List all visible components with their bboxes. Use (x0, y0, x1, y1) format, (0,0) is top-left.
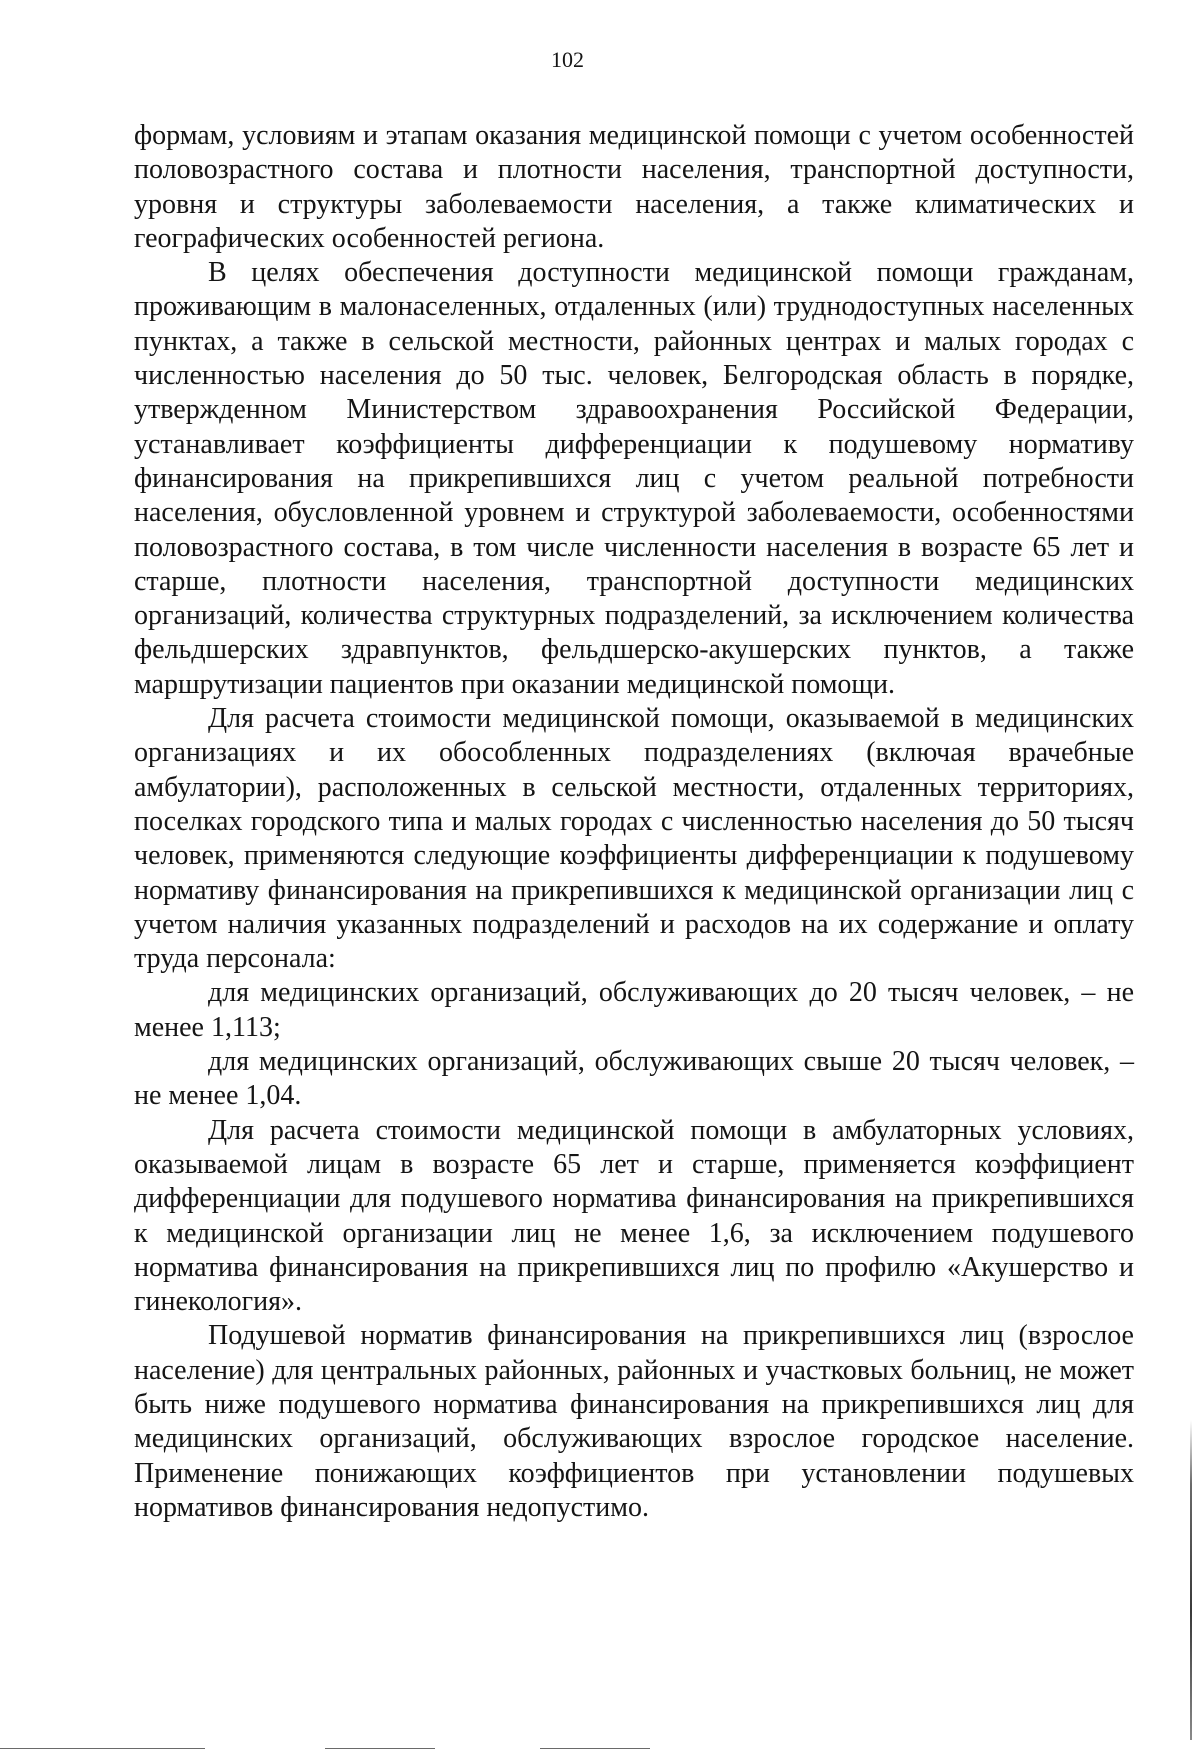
document-body (134, 119, 1134, 1525)
paragraph-age-65-coefficient: Для расчета стоимости медицинской помощи в амбулаторных условиях, оказываемой лицам в возрасте 65 лет и старше, применяется коэффициент дифференциации для подушевого норматива финансирования на прикрепившихся к медицинской организации лиц не менее 1,6, за исключением подушевого норматива финансирования на прикрепившихся лиц по профилю «Акушерство и гинекология». (134, 1114, 1134, 1318)
paragraph-up-to-20k: для медицинских организаций, обслуживающих до 20 тысяч человек, – не менее 1,113; (134, 977, 1134, 1043)
scan-bottom-line (325, 1748, 435, 1749)
paragraph-over-20k: для медицинских организаций, обслуживающих свыше 20 тысяч человек, – не менее 1,04. (134, 1046, 1134, 1112)
page-number: 102 (551, 47, 584, 72)
paragraph-continuation: формам, условиям и этапам оказания медицинской помощи с учетом особенностей половозрастного состава и плотности населения, транспортной доступности, уровня и структуры заболеваемости населения, а также климатических и географических особенностей региона. (134, 120, 1134, 254)
scan-edge-shadow (1190, 1420, 1192, 1740)
paragraph-accessibility-coefficients: В целях обеспечения доступности медицинской помощи гражданам, проживающим в малонаселенных, отдаленных (или) труднодоступных населенных пунктах, а также в сельской местности, районных центрах и малых городах с численностью населения до 50 тыс. человек, Белгородская область в порядке, утвержденном Министерством здравоохранения Российской Федерации, устанавливает коэффициенты дифференциации к подушевому нормативу финансирования на прикрепившихся лиц с учетом реальной потребности населения, обусловленной уровнем и структурой заболеваемости, особенностями половозрастного состава, в том числе численности населения в возрасте 65 лет и старше, плотности населения, транспортной доступности медицинских организаций, количества структурных подразделений, за исключением количества фельдшерских здравпунктов, фельдшерско-акушерских пунктов, а также маршрутизации пациентов при оказании медицинской помощи. (134, 257, 1134, 700)
paragraph-per-capita-norm: Подушевой норматив финансирования на прикрепившихся лиц (взрослое население) для центральных районных, районных и участковых больниц, не может быть ниже подушевого норматива финансирования на прикрепившихся лиц для медицинских организаций, обслуживающих взрослое городское население. Применение понижающих коэффициентов при установлении подушевых нормативов финансирования недопустимо. (134, 1320, 1134, 1523)
scan-bottom-line (0, 1748, 205, 1749)
scan-bottom-line (540, 1748, 650, 1749)
paragraph-rural-coefficients: Для расчета стоимости медицинской помощи, оказываемой в медицинских организациях и их обособленных подразделениях (включая врачебные амбулатории), расположенных в сельской местности, отдаленных территориях, поселках городского типа и малых городах с численностью населения до 50 тысяч человек, применяются следующие коэффициенты дифференциации к подушевому нормативу финансирования на прикрепившихся к медицинской организации лиц с учетом наличия указанных подразделений и расходов на их содержание и оплату труда персонала: (134, 703, 1134, 975)
